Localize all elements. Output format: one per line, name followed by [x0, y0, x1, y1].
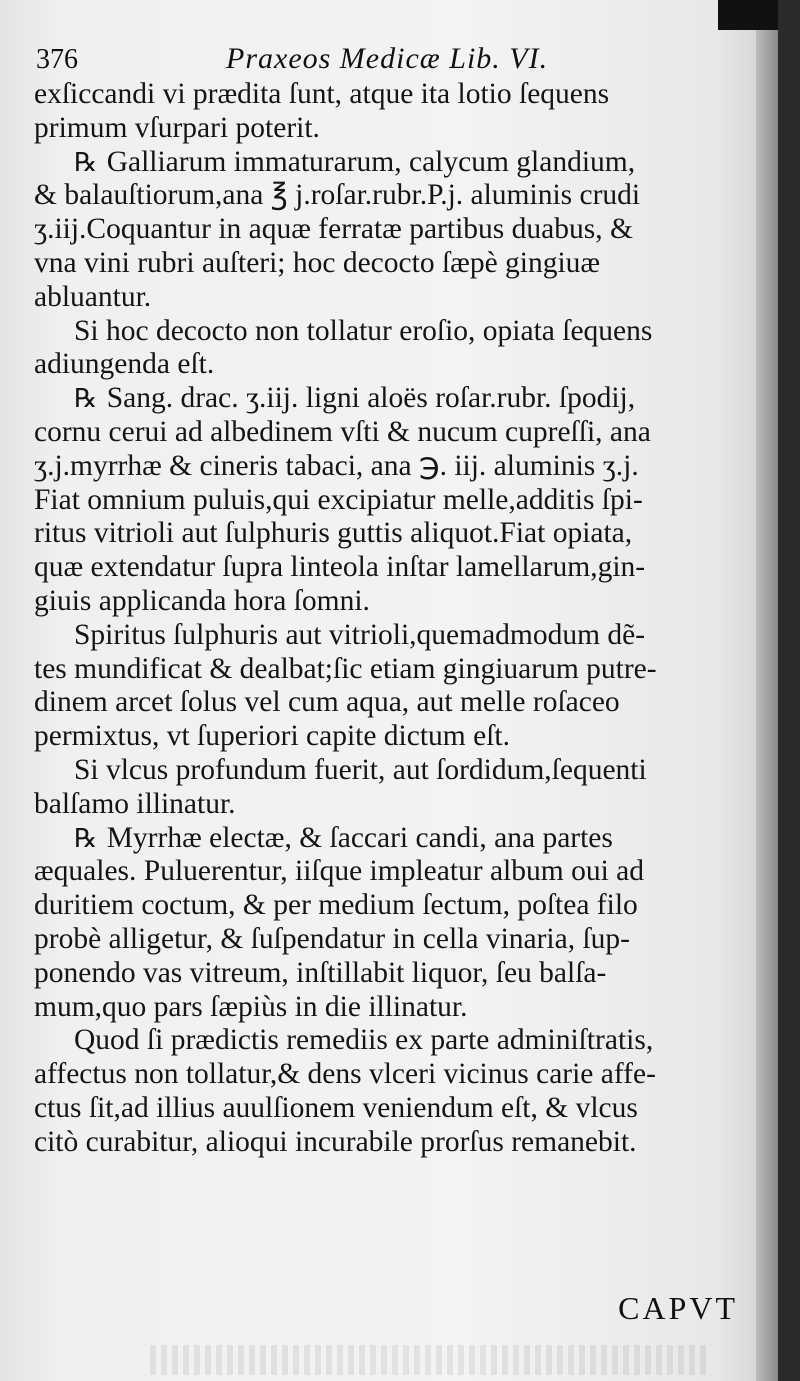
text-line: [34, 1058, 764, 1092]
text-line-content: adiungenda eſt.: [34, 348, 215, 381]
text-line-content: mum,quo pars ſæpiùs in die illinatur.: [34, 990, 468, 1023]
text-line-content: æquales. Puluerentur, iiſque impleatur album oui ad: [34, 855, 644, 888]
text-line: [34, 484, 764, 518]
text-line-content: ctus ſit,ad illius auulſionem veniendum eſt, & vlcus: [34, 1091, 638, 1124]
text-line-content: permixtus, vt ſuperiori capite dictum eſt.: [34, 720, 510, 753]
text-line: [34, 112, 764, 146]
text-line: [34, 247, 764, 281]
text-line: [34, 957, 764, 991]
recipe-symbol-icon: ℞: [74, 147, 98, 178]
catchword: CAPVT: [618, 1290, 738, 1326]
text-line: [34, 1126, 764, 1160]
text-line-content: Galliarum immaturarum, calycum glandium,: [106, 145, 636, 178]
text-line-content: dinem arcet ſolus vel cum aqua, aut melle roſaceo: [34, 686, 620, 719]
page-number: 376: [36, 44, 78, 75]
text-line-content: cornu cerui ad albedinem vſti & nucum cupreſſi, ana: [34, 415, 651, 448]
text-line: [34, 213, 764, 247]
text-line: [34, 179, 764, 213]
text-line-content: quæ extendatur ſupra linteola inſtar lamellarum,gin-: [34, 551, 646, 584]
text-line-content: Myrrhæ electæ, & ſaccari candi, ana partes: [106, 821, 613, 854]
text-line-content: & balauſtiorum,ana ℥ j.roſar.rubr.P.j. aluminis crudi: [34, 179, 641, 212]
text-line-content: duritiem coctum, & per medium ſectum, poſtea filo: [34, 889, 638, 922]
text-line-content: primum vſurpari poterit.: [34, 111, 320, 144]
text-line-content: Quod ſi prædictis remediis ex parte adminiſtratis,: [74, 1024, 654, 1057]
text-line: [34, 889, 764, 923]
text-line: [34, 416, 764, 450]
text-line-content: Spiritus ſulphuris aut vitrioli,quemadmodum dẽ-: [74, 618, 646, 651]
text-line-content: ponendo vas vitreum, inſtillabit liquor, ſeu balſa-: [34, 956, 607, 989]
text-line: [34, 146, 764, 180]
text-line-content: giuis applicanda hora ſomni.: [34, 584, 370, 617]
text-line: [34, 923, 764, 957]
bleed-through-text: [150, 1345, 710, 1375]
text-line-content: balſamo illinatur.: [34, 787, 236, 820]
text-line-content: ʒ.iij.Coquantur in aquæ ferratæ partibus duabus, &: [34, 213, 633, 246]
text-line: [34, 653, 764, 687]
text-line-content: probè alligetur, & ſuſpendatur in cella vinaria, ſup-: [34, 922, 630, 955]
text-line-content: Sang. drac. ʒ.iij. ligni aloës roſar.rubr. ſpodij,: [106, 382, 636, 415]
recipe-symbol-icon: ℞: [74, 823, 98, 854]
text-line: [34, 822, 764, 856]
text-line-content: Si hoc decocto non tollatur eroſio, opiata ſequens: [74, 314, 653, 347]
text-line: [34, 686, 764, 720]
text-line: [34, 517, 764, 551]
text-line-content: Si vlcus profundum fuerit, aut ſordidum,ſequenti: [74, 753, 647, 786]
text-line: [34, 78, 764, 112]
text-line: [34, 585, 764, 619]
text-line: [34, 315, 764, 349]
text-line: [34, 382, 764, 416]
text-line-content: citò curabitur, alioqui incurabile prorſus remanebit.: [34, 1125, 637, 1158]
scan-border-corner: [718, 0, 778, 30]
text-line: [34, 720, 764, 754]
body-text: [34, 78, 764, 1160]
text-line: [34, 788, 764, 822]
text-line-content: exſiccandi vi prædita ſunt, atque ita lotio ſequens: [34, 78, 610, 110]
text-line: [34, 855, 764, 889]
running-title: Praxeos Medicæ Lib. VI.: [226, 42, 549, 75]
text-line: [34, 450, 764, 484]
text-line: [34, 348, 764, 382]
text-line: [34, 1024, 764, 1058]
text-line: [34, 991, 764, 1025]
text-line-content: affectus non tollatur,& dens vlceri vicinus carie affe-: [34, 1058, 656, 1091]
text-line-content: vna vini rubri auſteri; hoc decocto ſæpè gingiuæ: [34, 246, 601, 279]
text-line-content: ritus vitrioli aut ſulphuris guttis aliquot.Fiat opiata,: [34, 517, 633, 550]
text-line-content: abluantur.: [34, 280, 152, 313]
text-line-content: Fiat omnium puluis,qui excipiatur melle,additis ſpi-: [34, 483, 643, 516]
recipe-symbol-icon: ℞: [74, 384, 98, 415]
text-line: [34, 551, 764, 585]
text-line: [34, 281, 764, 315]
text-line-content: tes mundificat & dealbat;ſic etiam gingiuarum putre-: [34, 652, 657, 685]
text-line: [34, 619, 764, 653]
text-line: [34, 754, 764, 788]
text-line-content: ʒ.j.myrrhæ & cineris tabaci, ana ℈. iij. aluminis ʒ.j.: [34, 449, 639, 482]
text-line: [34, 1092, 764, 1126]
